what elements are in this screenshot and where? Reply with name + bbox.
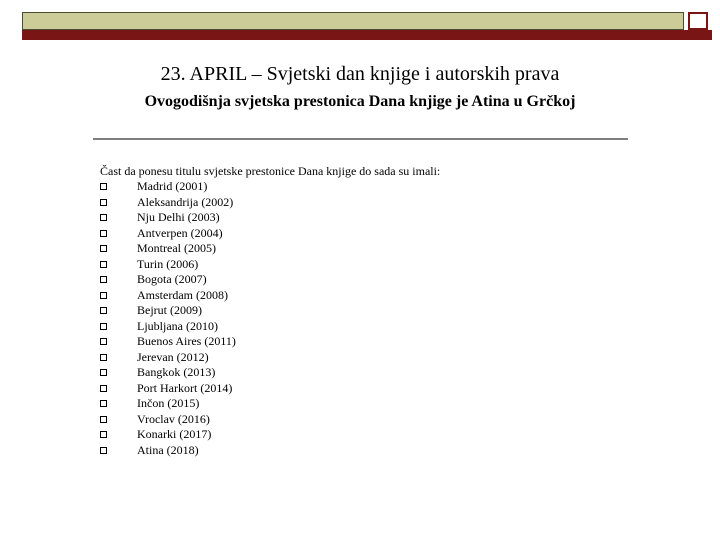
square-bullet-icon	[100, 214, 107, 221]
square-bullet-icon	[100, 323, 107, 330]
square-bullet-icon	[100, 307, 107, 314]
city-label: Buenos Aires (2011)	[137, 334, 236, 348]
square-bullet-icon	[100, 183, 107, 190]
city-label: Antverpen (2004)	[137, 225, 223, 240]
square-bullet-icon	[100, 400, 107, 407]
header-accent-rule	[22, 30, 712, 40]
city-label: Madrid (2001)	[137, 179, 208, 193]
square-bullet-icon	[100, 447, 107, 454]
city-label: Port Harkort (2014)	[137, 380, 233, 395]
slide-subtitle: Ovogodišnja svjetska prestonica Dana knjige je Atina u Grčkoj	[144, 93, 576, 110]
square-bullet-icon	[100, 276, 107, 283]
city-label: Ljubljana (2010)	[137, 318, 218, 333]
header-decor-bar	[22, 12, 684, 30]
square-bullet-icon	[100, 338, 107, 345]
city-label: Atina (2018)	[137, 442, 199, 457]
intro-text: Čast da ponesu titulu svjetske prestonice Dana knjige do sada su imali:	[100, 164, 441, 178]
square-bullet-icon	[100, 369, 107, 376]
corner-square-decor	[688, 12, 708, 30]
square-bullet-icon	[100, 199, 107, 206]
square-bullet-icon	[100, 354, 107, 361]
square-bullet-icon	[100, 230, 107, 237]
city-label: Montreal (2005)	[137, 241, 216, 255]
square-bullet-icon	[100, 261, 107, 268]
square-bullet-icon	[100, 245, 107, 252]
city-label: Bogota (2007)	[137, 272, 207, 286]
square-bullet-icon	[100, 385, 107, 392]
city-label: Vroclav (2016)	[137, 411, 210, 426]
city-label: Aleksandrija (2002)	[137, 194, 234, 209]
square-bullet-icon	[100, 431, 107, 438]
square-bullet-icon	[100, 292, 107, 299]
slide-title: 23. APRIL – Svjetski dan knjige i autorskih prava	[160, 63, 560, 85]
city-label: Bejrut (2009)	[137, 303, 202, 317]
city-label: Inčon (2015)	[137, 396, 200, 410]
city-label: Konarki (2017)	[137, 427, 212, 441]
city-label: Jerevan (2012)	[137, 349, 209, 364]
square-bullet-icon	[100, 416, 107, 423]
city-label: Amsterdam (2008)	[137, 287, 228, 302]
city-label: Nju Delhi (2003)	[137, 210, 220, 224]
title-divider	[93, 138, 628, 140]
city-label: Bangkok (2013)	[137, 365, 216, 379]
city-label: Turin (2006)	[137, 256, 199, 271]
